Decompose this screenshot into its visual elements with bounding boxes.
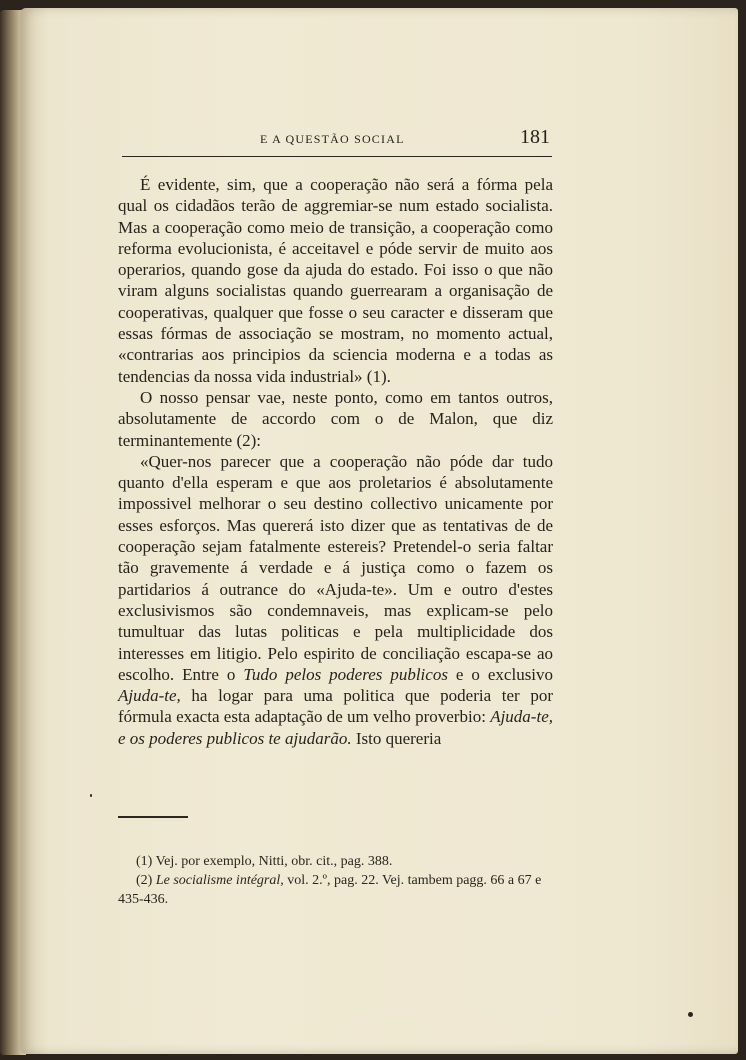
footnote-title: Le socialisme intégral, <box>155 873 284 888</box>
paragraph: É evidente, sim, que a cooperação não será a fórma pela qual os cidadãos terão de aggremiar-se num estado socialista. Mas a cooperação como meio de transição, a cooperação como reforma evolucionista, é acceitavel e póde servir de muito aos operarios, quando gose da ajuda do estado. Foi isso o que não viram alguns socialistas quando guerrearam a organisação de cooperativas, qualquer que fosse o seu caracter e disseram que essas fórmas de associação se mostram, no momento actual, «contrarias aos principios da sciencia moderna e a todas as tendencias da nossa vida industrial» (1). <box>118 175 553 386</box>
quote-italic: Ajuda-te, e os poderes publicos te ajudarão. <box>118 707 553 748</box>
footnote: (1) Vej. por exemplo, Nitti, obr. cit., pag. 388. <box>136 854 393 869</box>
quote-italic: Tudo pelos poderes publicos <box>243 664 448 684</box>
footnotes <box>118 852 553 909</box>
quote-paragraph <box>118 451 553 749</box>
running-title: E A QUESTÃO SOCIAL <box>260 132 405 146</box>
quote-text: «Quer-nos parecer que a cooperação não póde dar tudo quanto d'ella esperam e que aos proletarios é absolutamente impossivel melhorar o seu destino collectivo unicamente por esses esforços. Mas quererá isto dizer que as tentativas de de cooperação sejam fatalmente estereis? Pretendel-o seria faltar tão gravemente á verdade e á justiça como o fazem os partidarios á outrance do «Ajuda-te». Um e outro d'estes exclusivismos são condemnaveis, mas explicam-se pelo tumultuar das lutas politicas e pela multiplicidade dos interesses em litigio. Pelo espirito de conciliação escapa-se ao escolho. Entre o <box>118 451 553 684</box>
footnote <box>118 871 553 909</box>
main-text <box>118 174 553 749</box>
ink-speck <box>688 1012 693 1017</box>
footnote-marker: (2) <box>136 873 153 888</box>
quote-text: Isto quereria <box>355 728 442 748</box>
quote-text: e o exclusivo <box>455 664 554 684</box>
paragraph: O nosso pensar vae, neste ponto, como em tantos outros, absolutamente de accordo com o de Malon, que diz terminantemente (2): <box>118 387 553 450</box>
page-number: 181 <box>520 126 550 148</box>
footnote-text: vol. 2.º, pag. 22. Vej. tambem pagg. 66 a 67 e 435-436. <box>118 873 542 907</box>
ink-speck <box>90 794 92 797</box>
footnote-rule <box>118 816 188 818</box>
quote-text: ha logar para uma politica que poderia ter por fórmula exacta esta adaptação de um velho proverbio: <box>118 686 553 727</box>
page-header <box>122 124 552 157</box>
quote-italic: Ajuda-te, <box>118 686 181 706</box>
